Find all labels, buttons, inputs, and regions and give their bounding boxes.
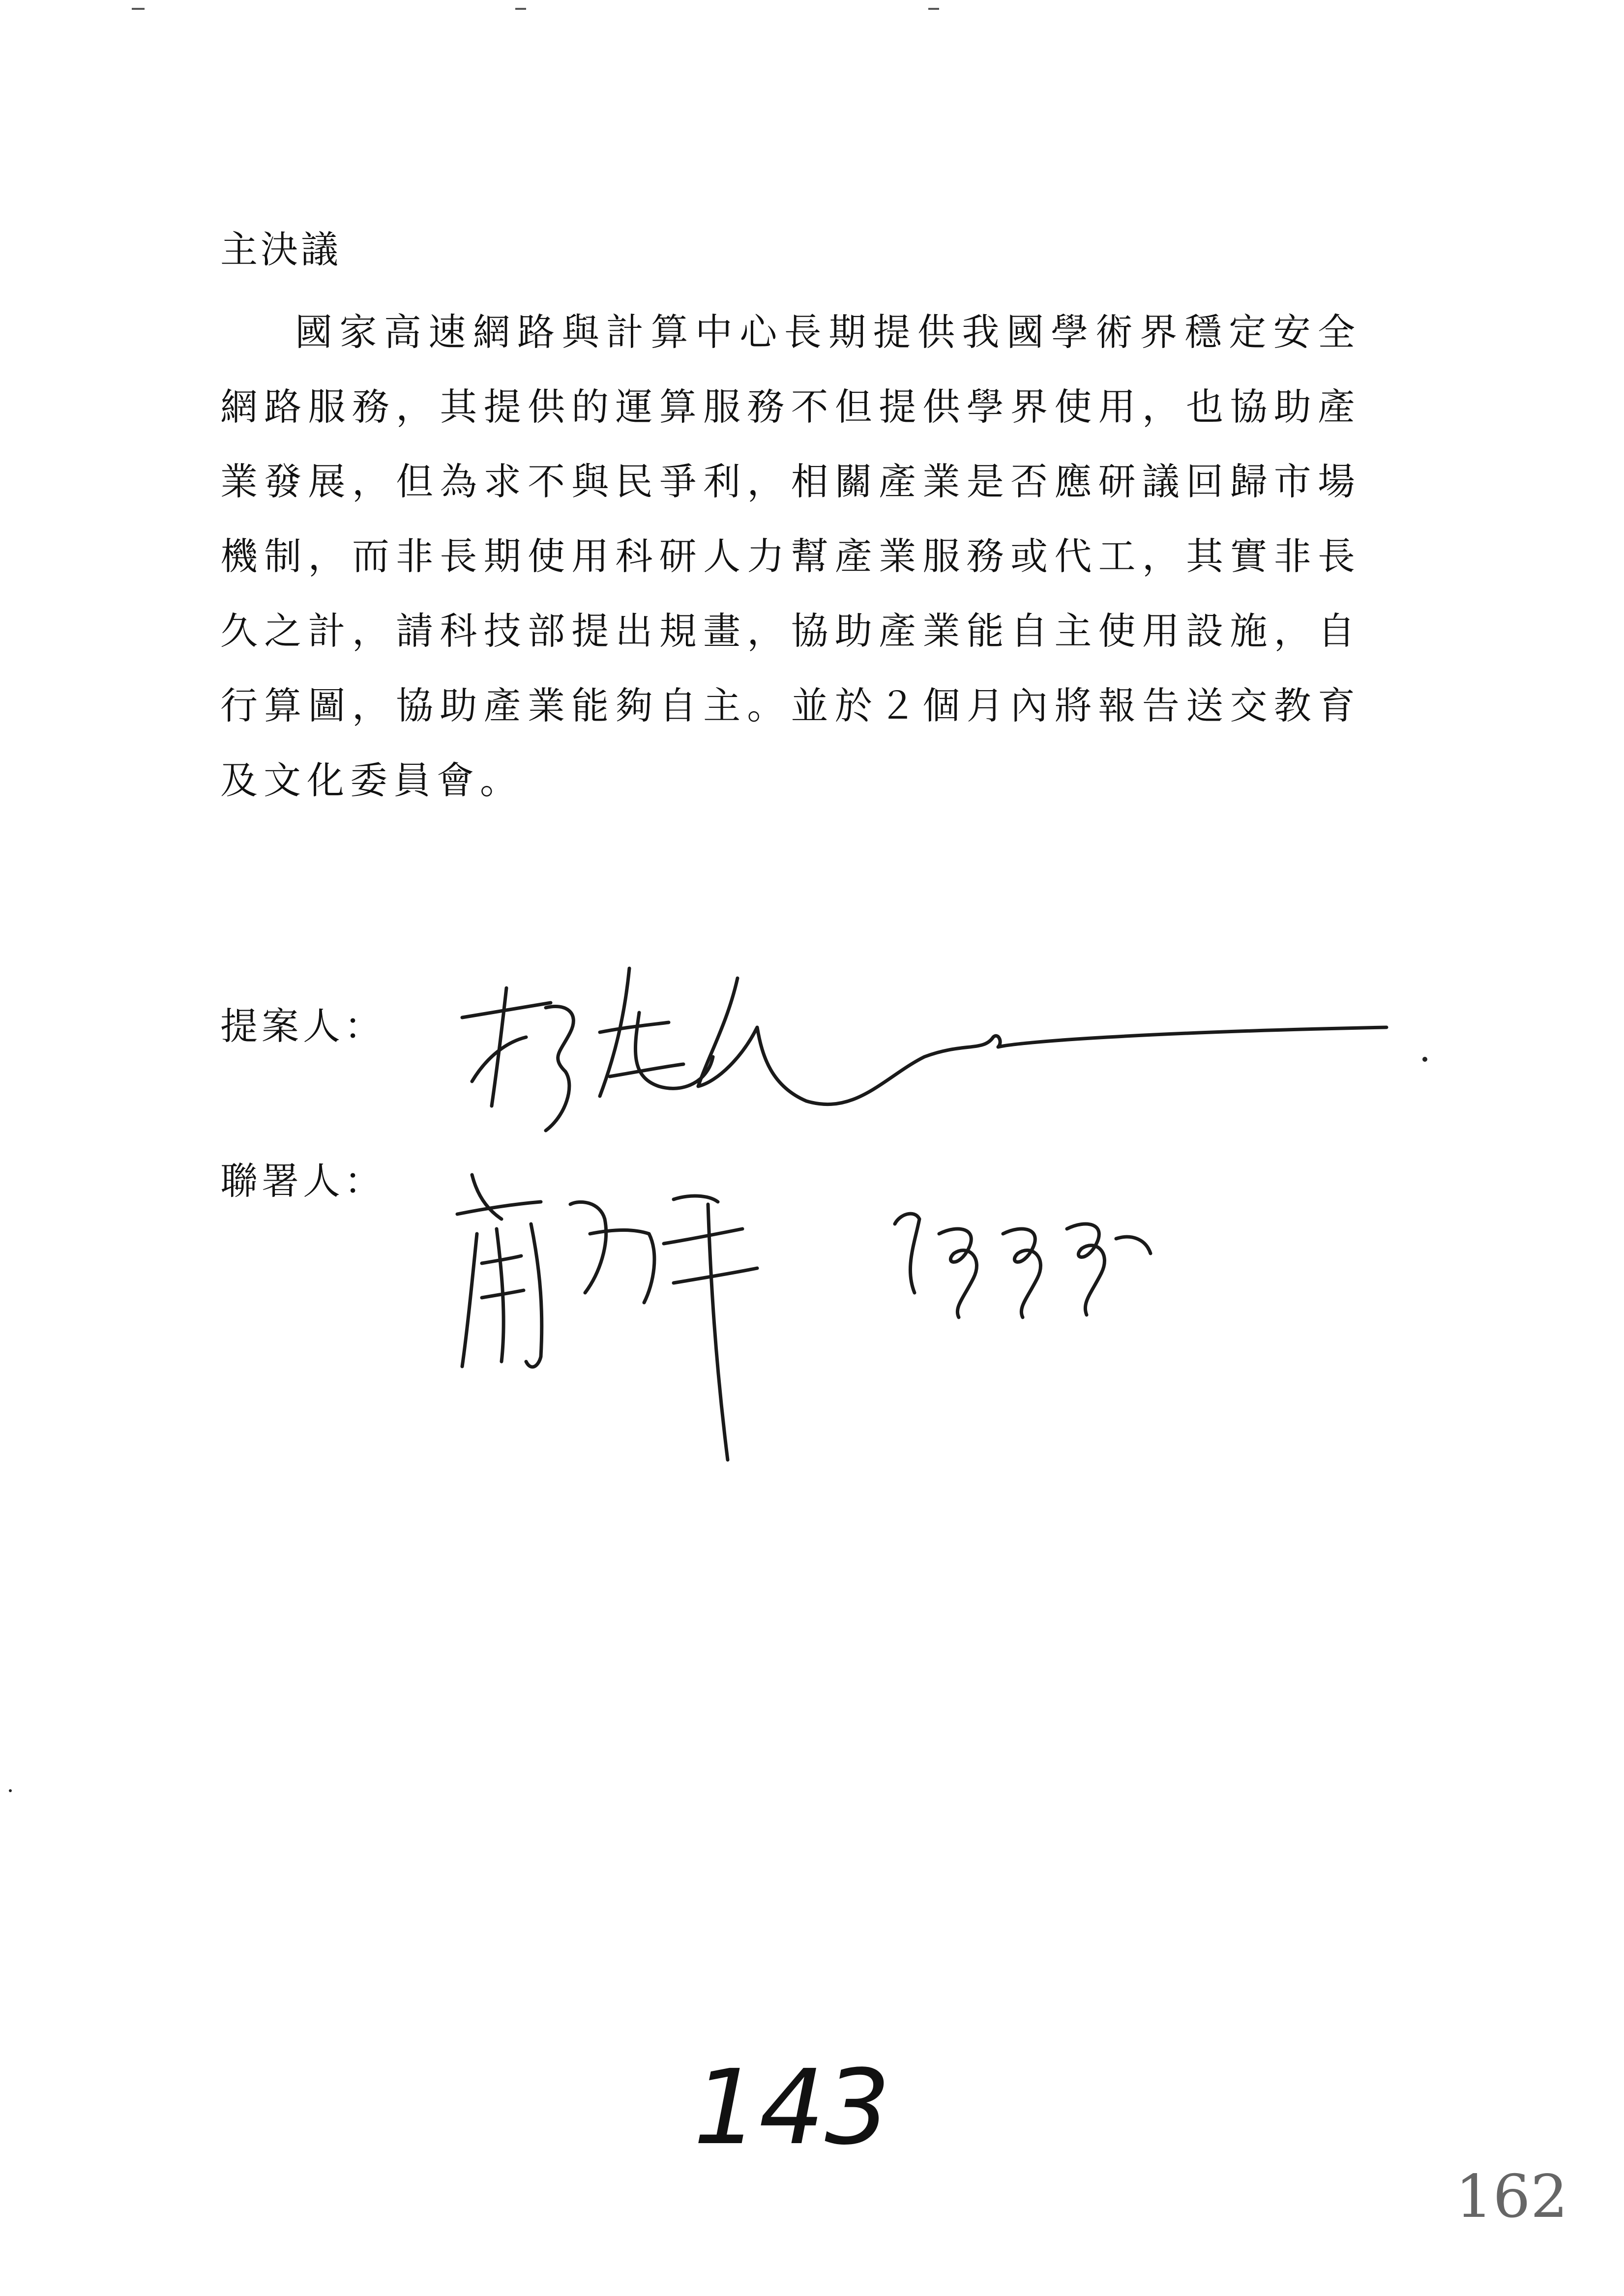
document-title: 主決議 [220,228,341,271]
cosigner-signature-icon [443,1155,816,1470]
proposer-signature-icon [452,959,1416,1145]
scan-speck [515,8,526,10]
scan-speck [132,8,145,10]
scan-speck [928,8,939,10]
scan-dot [1422,1057,1427,1062]
cosigner-signature-icon [885,1194,1190,1322]
proposer-label: 提案人： [220,1004,385,1048]
handwritten-page-number [683,2050,939,2163]
corner-page-number [1450,2158,1598,2227]
scan-dot [9,1789,12,1792]
resolution-paragraph: 國家高速網路與計算中心長期提供我國學術界穩定安全網路服務，其提供的運算服務不但提供學界使用，也協助產業發展，但為求不與民爭利，相關產業是否應研議回歸市場機制，而非長期使用科研人力幫產業服務或代工，其實非長久之計，請科技部提出規畫，協助產業能自主使用設施，自行算圖，協助產業能夠自主。並於２個月內將報告送交教育及文化委員會。 [220,310,1361,802]
cosigner-label: 聯署人： [220,1159,385,1203]
page-number-text: 143 [693,2050,890,2163]
corner-number-text: 162 [1455,2163,1568,2227]
